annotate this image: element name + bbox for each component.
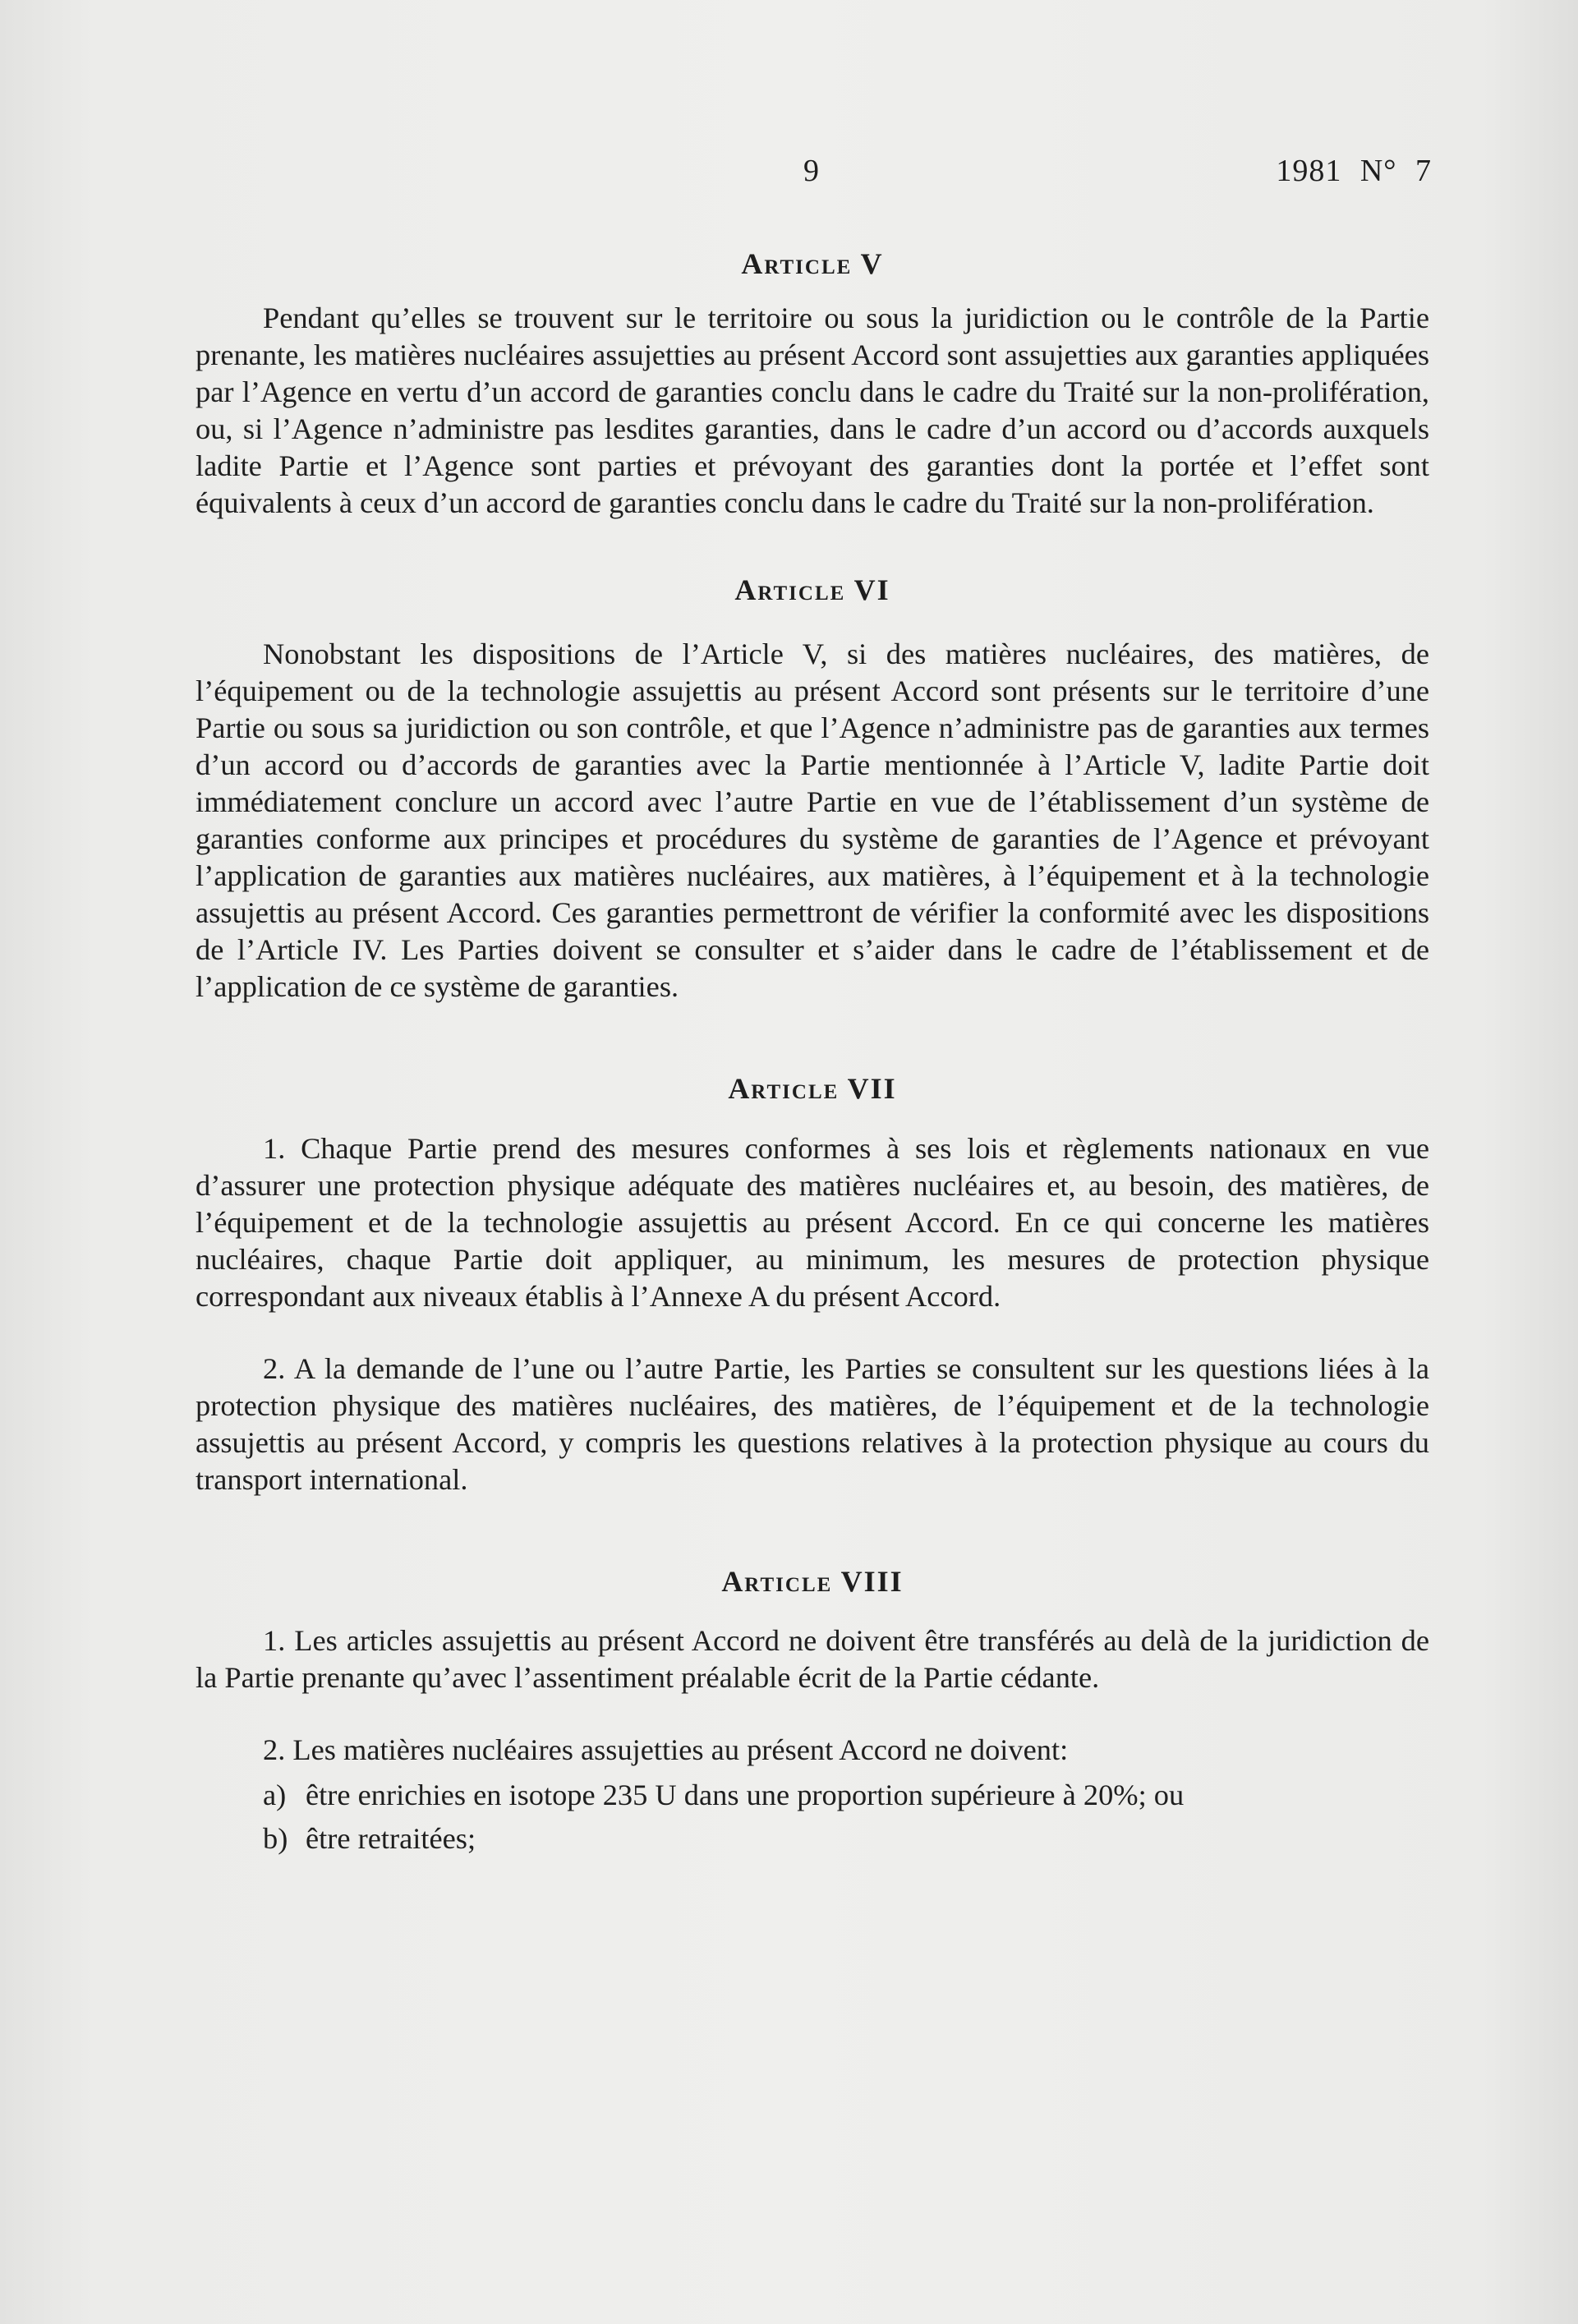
list-item-letter: b) (263, 1821, 288, 1855)
list-item (196, 1777, 1429, 1814)
article-paragraph: 2. A la demande de l’une ou l’autre Partie, les Parties se consultent sur les questions liées à la protection physique des matières nucléaires, des matières, de l’équipement et de la technologie assujettis au présent Accord, y compris les questions relatives à la protection physique au cours du transport international. (196, 1351, 1429, 1496)
article-paragraph: 2. Les matières nucléaires assujetties au présent Accord ne doivent: (263, 1733, 1069, 1766)
article-vii (196, 1071, 1429, 1498)
list-item-letter: a) (263, 1778, 287, 1811)
page-header (0, 153, 1578, 202)
article-v (196, 246, 1429, 522)
article-paragraph: Nonobstant les dispositions de l’Article V, si des matières nucléaires, des matières, de l’équipement ou de la technologie assujettis au présent Accord sont présents sur le territoire d’une Partie ou sous sa juridiction ou son contrôle, et que l’Agence n’administre pas de garanties aux termes d’un accord ou d’accords de garanties avec la Partie mentionnée à l’Article V, ladite Partie doit immédiatement conclure un accord avec l’autre Partie en vue de l’établissement d’un système de garanties conforme aux principes et procédures du système de garanties de l’Agence et prévoyant l’application de garanties aux matières nucléaires, aux matières, à l’équipement et à la technologie assujettis au présent Accord. Ces garanties permettront de vérifier la conformité avec les dispositions de l’Article IV. Les Parties doivent se consulter et s’aider dans le cadre de l’établissement et de l’application de ce système de garanties. (196, 637, 1429, 1004)
article-heading: Article VIII (721, 1564, 904, 1598)
article-vi (196, 573, 1429, 1006)
list-item-text: être enrichies en isotope 235 U dans une proportion supérieure à 20%; ou (306, 1778, 1185, 1811)
publication-reference: 1981 N° 7 (1276, 154, 1432, 188)
article-paragraph: 1. Les articles assujettis au présent Accord ne doivent être transférés au delà de la juridiction de la Partie prenante qu’avec l’assentiment préalable écrit de la Partie cédante. (196, 1623, 1429, 1694)
article-paragraph: 1. Chaque Partie prend des mesures conformes à ses lois et règlements nationaux en vue d’assurer une protection physique adéquate des matières nucléaires et, au besoin, des matières, de l’équipement et de la technologie assujettis au présent Accord. En ce qui concerne les matières nucléaires, chaque Partie doit appliquer, au minimum, les mesures de protection physique correspondant aux niveaux établis à l’Annexe A du présent Accord. (196, 1131, 1429, 1313)
list-item (196, 1820, 1429, 1857)
article-viii (196, 1564, 1429, 1857)
page-number: 9 (803, 154, 820, 188)
document-body (196, 246, 1429, 1857)
list-item-text: être retraitées; (306, 1821, 476, 1855)
article-heading: Article VI (734, 573, 890, 607)
article-heading: Article V (741, 247, 884, 280)
article-heading: Article VII (728, 1072, 897, 1106)
article-paragraph: Pendant qu’elles se trouvent sur le territoire ou sous la juridiction ou le contrôle de la Partie prenante, les matières nucléaires assujetties au présent Accord sont assujetties aux garanties appliquées par l’Agence en vertu d’un accord de garanties conclu dans le cadre du Traité sur la non-prolifération, ou, si l’Agence n’administre pas lesdites garanties, dans le cadre d’un accord ou d’accords auxquels ladite Partie et l’Agence sont parties et prévoyant des garanties dont la portée et l’effet sont équivalents à ceux d’un accord de garanties conclu dans le cadre du Traité sur la non-prolifération. (196, 301, 1429, 520)
